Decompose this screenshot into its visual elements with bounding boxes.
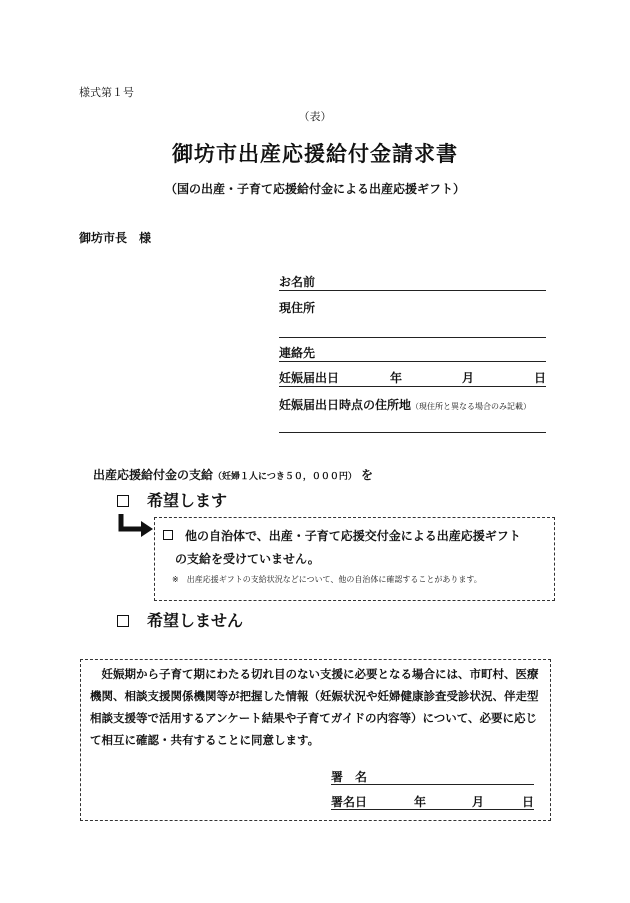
contact-label: 連絡先 bbox=[279, 346, 316, 360]
option-no[interactable] bbox=[117, 608, 243, 631]
month-label: 月 bbox=[461, 371, 474, 385]
option-no-checkbox[interactable] bbox=[117, 615, 129, 627]
signature-day-label: 日 bbox=[521, 795, 534, 809]
signature-date-label: 署名日 bbox=[331, 795, 368, 809]
option-yes-label: 希望します bbox=[147, 491, 228, 510]
signature-label: 署 名 bbox=[331, 770, 368, 784]
arrow-right-icon bbox=[117, 512, 157, 542]
signature-date-field[interactable] bbox=[331, 793, 534, 810]
pregnancy-date-field[interactable] bbox=[279, 369, 546, 387]
address-field[interactable] bbox=[279, 337, 546, 338]
year-label: 年 bbox=[389, 371, 402, 385]
payment-suffix: を bbox=[361, 468, 374, 482]
page-title: 御坊市出産応援給付金請求書 bbox=[172, 142, 458, 166]
consent-text: 妊娠期から子育て期にわたる切れ目のない支援に必要となる場合には、市町村、医療機関、相談支援関係機関等が把握した情報（妊娠状況や妊婦健康診査受診状況、伴走型相談支援等で活用するアンケート結果や子育てガイドの内容等）について、必要に応じて相互に確認・共有することに同意します。 bbox=[90, 667, 539, 747]
page-subtitle: （国の出産・子育て応援給付金による出産応援ギフト） bbox=[164, 182, 465, 196]
address-label: 現住所 bbox=[279, 301, 316, 315]
side-label: （表） bbox=[298, 110, 332, 123]
option-yes[interactable] bbox=[117, 488, 227, 511]
name-label: お名前 bbox=[279, 275, 316, 289]
option-yes-checkbox[interactable] bbox=[117, 495, 129, 507]
pregnancy-address-label: 妊娠届出日時点の住所地 bbox=[279, 398, 412, 412]
form-number: 様式第１号 bbox=[79, 86, 134, 99]
signature-month-label: 月 bbox=[471, 795, 484, 809]
other-municipality-note: ※ 出産応援ギフトの支給状況などについて、他の自治体に確認することがあります。 bbox=[172, 575, 482, 584]
other-municipality-row[interactable] bbox=[163, 527, 521, 544]
name-field[interactable] bbox=[279, 273, 546, 291]
contact-field[interactable] bbox=[279, 344, 546, 362]
day-label: 日 bbox=[533, 371, 546, 385]
signature-field[interactable] bbox=[331, 768, 534, 785]
pregnancy-address-note: （現住所と異なる場合のみ記載） bbox=[411, 402, 532, 411]
pregnancy-address-row bbox=[279, 396, 531, 413]
other-municipality-line1: 他の自治体で、出産・子育て応援交付金による出産応援ギフト bbox=[185, 529, 521, 543]
addressee: 御坊市長 様 bbox=[79, 231, 152, 245]
other-municipality-line2: の支給を受けていません。 bbox=[175, 552, 320, 566]
option-no-label: 希望しません bbox=[147, 611, 244, 630]
signature-year-label: 年 bbox=[413, 795, 426, 809]
other-municipality-checkbox[interactable] bbox=[163, 530, 173, 540]
payment-condition: （妊婦１人につき５０，０００円） bbox=[213, 472, 357, 482]
pregnancy-address-field[interactable] bbox=[279, 432, 546, 433]
payment-heading bbox=[93, 466, 373, 483]
pregnancy-date-label: 妊娠届出日 bbox=[279, 371, 340, 385]
payment-label: 出産応援給付金の支給 bbox=[93, 468, 214, 482]
